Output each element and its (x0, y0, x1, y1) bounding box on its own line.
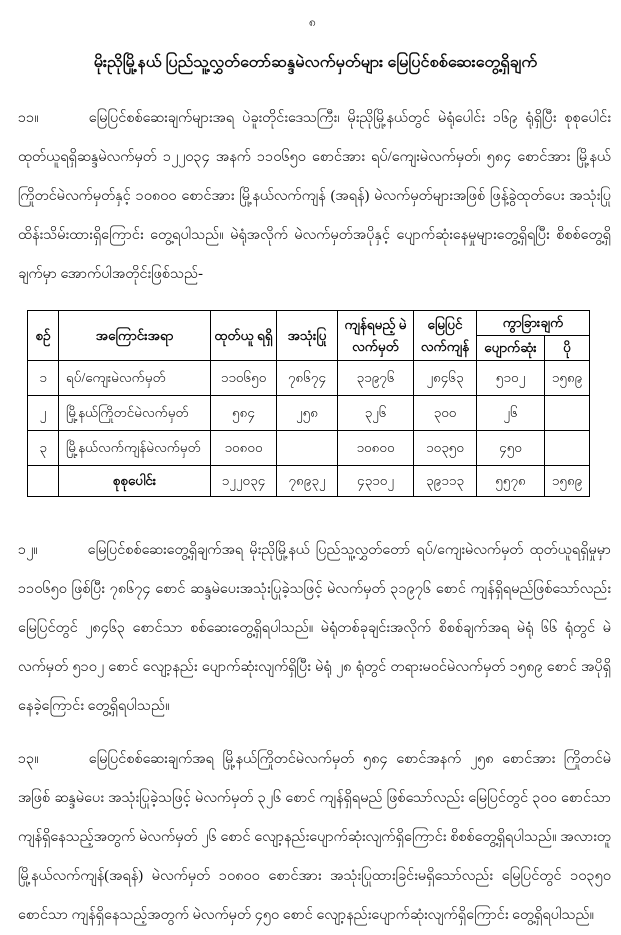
cell-should-remain: ၃၁၉၇၆ (338, 361, 414, 396)
cell-should-remain: ၁၀၈၀၀ (338, 431, 414, 466)
paragraph-11 (18, 99, 613, 294)
col-header-missing: ပျောက်ဆုံး (477, 336, 545, 361)
col-header-extra: ပို (545, 336, 590, 361)
col-header-should-remain: ကျန်ရမည့် မဲလက်မှတ် (338, 311, 414, 361)
paragraph-number: ၁၁။ (18, 110, 39, 126)
table-row (28, 361, 590, 396)
paragraph-number: ၁၂။ (18, 542, 38, 558)
cell-should-remain: ၃၂၆ (338, 396, 414, 431)
cell-missing: ၂၆ (477, 396, 545, 431)
cell-extra (545, 396, 590, 431)
cell-no: ၂ (28, 396, 59, 431)
total-ground-remain: ၃၉၁၁၃ (414, 466, 477, 497)
cell-used: ၇၈၆၇၄ (277, 361, 338, 396)
table-header-row (28, 311, 590, 336)
cell-extra (545, 431, 590, 466)
cell-missing: ၅၁၀၂ (477, 361, 545, 396)
total-issued: ၁၂၂၀၃၄ (211, 466, 277, 497)
cell-no-empty (28, 466, 59, 497)
col-header-no: စဉ် (28, 311, 59, 361)
table-total-row (28, 466, 590, 497)
cell-ground-remain: ၁၀၃၅၀ (414, 431, 477, 466)
cell-used (277, 431, 338, 466)
cell-ground-remain: ၃၀၀ (414, 396, 477, 431)
total-label: စုစုပေါင်း (59, 466, 211, 497)
total-extra: ၁၅၈၉ (545, 466, 590, 497)
table-row (28, 431, 590, 466)
col-header-issued: ထုတ်ယူ ရရှိ (211, 311, 277, 361)
paragraph-13 (18, 740, 613, 935)
paragraph-12 (18, 531, 613, 726)
cell-subject: မြို့နယ်ကြိုတင်မဲလက်မှတ် (59, 396, 211, 431)
cell-no: ၃ (28, 431, 59, 466)
cell-used: ၂၅၈ (277, 396, 338, 431)
total-missing: ၅၅၇၈ (477, 466, 545, 497)
col-header-ground-remain: မြေပြင် လက်ကျန် (414, 311, 477, 361)
paragraph-number: ၁၃။ (18, 751, 39, 767)
total-used: ၇၈၉၃၂ (277, 466, 338, 497)
cell-extra: ၁၅၈၉ (545, 361, 590, 396)
paragraph-text: မြေပြင်စစ်ဆေးချက်အရ မြို့နယ်ကြိုတင်မဲလက်မှတ် ၅၈၄ စောင်အနက် ၂၅၈ စောင်အား ကြိုတင်မဲအဖြစ် ဆန္ဒမဲပေး အသုံးပြုခဲ့သဖြင့် မဲလက်မှတ် ၃၂၆ စောင် ကျန်ရှိရမည် ဖြစ်သော်လည်း မြေပြင်တွင် ၃၀၀ စောင်သာ ကျန်ရှိနေသည့်အတွက် မဲလက်မှတ် ၂၆ စောင် လျော့နည်းပျောက်ဆုံးလျက်ရှိကြောင်း စိစစ်တွေ့ရှိရပါသည်။ အလားတူ မြို့နယ်လက်ကျန်(အရန်) မဲလက်မှတ် ၁၀၈၀၀ စောင်အား အသုံးပြုထားခြင်းမရှိသော်လည်း မြေပြင်တွင် ၁၀၃၅၀ စောင်သာ ကျန်ရှိနေသည့်အတွက် မဲလက်မှတ် ၄၅၀ စောင် လျော့နည်းပျောက်ဆုံးလျက်ရှိကြောင်း တွေ့ရှိရပါသည်။ (18, 751, 611, 923)
cell-subject: မြို့နယ်လက်ကျန်မဲလက်မှတ် (59, 431, 211, 466)
cell-issued: ၁၁၀၆၅၀ (211, 361, 277, 396)
table-row (28, 396, 590, 431)
cell-missing: ၄၅၀ (477, 431, 545, 466)
col-header-subject: အကြောင်းအရာ (59, 311, 211, 361)
cell-subject: ရပ်/ကျေးမဲလက်မှတ် (59, 361, 211, 396)
paragraph-text: မြေပြင်စစ်ဆေးတွေ့ရှိချက်အရ မိုးညိုမြို့နယ် ပြည်သူ့လွှတ်တော် ရပ်/ကျေးမဲလက်မှတ် ထုတ်ယူရရှိမှုမှာ ၁၁၀၆၅၀ ဖြစ်ပြီး ၇၈၆၇၄ စောင် ဆန္ဒမဲပေးအသုံးပြုခဲ့သဖြင့် မဲလက်မှတ် ၃၁၉၇၆ စောင် ကျန်ရှိရမည်ဖြစ်သော်လည်း မြေပြင်တွင် ၂၈၄၆၃ စောင်သာ စစ်ဆေးတွေ့ရှိရပါသည်။ မဲရုံတစ်ခုချင်းအလိုက် စိစစ်ချက်အရ မဲရုံ ၆၆ ရုံတွင် မဲလက်မှတ် ၅၁၀၂ စောင် လျော့နည်း ပျောက်ဆုံးလျက်ရှိပြီး မဲရုံ ၂၈ ရုံတွင် တရားမဝင်မဲလက်မှတ် ၁၅၈၉ စောင် အပိုရှိနေခဲ့ကြောင်း တွေ့ရှိရပါသည်။ (18, 542, 611, 714)
page-title: မိုးညိုမြို့နယ် ပြည်သူ့လွှတ်တော်ဆန္ဒမဲလက်မှတ်များ မြေပြင်စစ်ဆေးတွေ့ရှိချက် (93, 54, 538, 71)
total-should-remain: ၄၃၁၀၂ (338, 466, 414, 497)
col-header-used: အသုံးပြု (277, 311, 338, 361)
cell-no: ၁ (28, 361, 59, 396)
col-header-difference-group: ကွာခြားချက် (477, 311, 590, 336)
paragraph-text: မြေပြင်စစ်ဆေးချက်များအရ ပဲခူးတိုင်းဒေသကြီး၊ မိုးညိုမြို့နယ်တွင် မဲရုံပေါင်း ၁၆၉ ရုံရှိပြီး စုစုပေါင်း ထုတ်ယူရရှိဆန္ဒမဲလက်မှတ် ၁၂၂၀၃၄ အနက် ၁၁၀၆၅၀ စောင်အား ရပ်/ကျေးမဲလက်မှတ်၊ ၅၈၄ စောင်အား မြို့နယ်ကြိုတင်မဲလက်မှတ်နှင့် ၁၀၈၀၀ စောင်အား မြို့နယ်လက်ကျန် (အရန်) မဲလက်မှတ်များအဖြစ် ဖြန့်ခွဲထုတ်ပေး အသုံးပြုထိန်းသိမ်းထားရှိကြောင်း တွေ့ရပါသည်။ မဲရုံအလိုက် မဲလက်မှတ်အပိုနှင့် ပျောက်ဆုံးနေမှုများတွေ့ရှိရပြီး စိစစ်တွေ့ရှိချက်မှာ အောက်ပါအတိုင်းဖြစ်သည်- (18, 110, 611, 282)
page-number: ၈ (309, 15, 316, 29)
cell-issued: ၅၈၄ (211, 396, 277, 431)
cell-issued: ၁၀၈၀၀ (211, 431, 277, 466)
cell-ground-remain: ၂၈၄၆၃ (414, 361, 477, 396)
ballot-summary-table (27, 310, 590, 497)
